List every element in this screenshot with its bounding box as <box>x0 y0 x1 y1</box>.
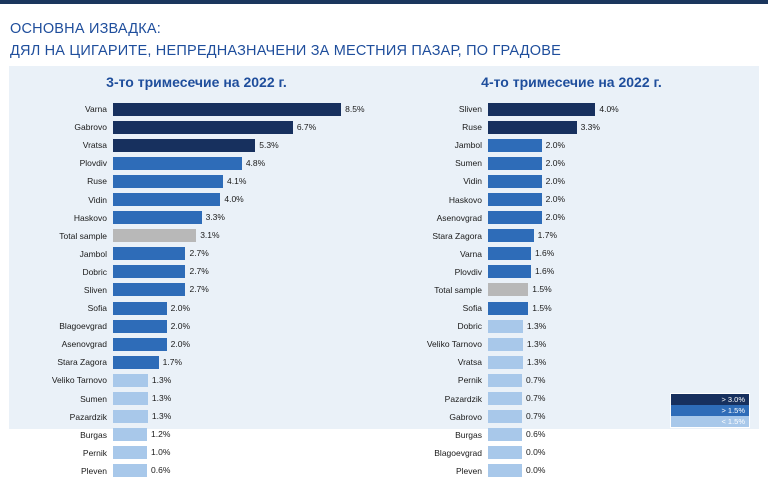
bar-value-label: 0.7% <box>526 393 546 404</box>
bar-category-label: Jambol <box>79 248 107 259</box>
bar <box>488 320 523 333</box>
bar-row <box>384 227 759 245</box>
bar-track <box>488 283 759 296</box>
bar-category-label: Dobric <box>457 321 482 332</box>
bar-category-label: Sumen <box>80 393 107 404</box>
bar-category-label: Sumen <box>455 158 482 169</box>
bar-category-label: Haskovo <box>73 212 107 223</box>
bar-value-label: 0.0% <box>526 465 546 476</box>
bar <box>113 175 223 188</box>
bar <box>113 392 148 405</box>
bar-value-label: 1.2% <box>151 429 171 440</box>
bar <box>113 103 341 116</box>
bar <box>113 247 185 260</box>
bar-row <box>9 462 384 480</box>
bar-row <box>384 371 759 389</box>
bar-track <box>113 374 384 387</box>
bar-category-label: Plovdiv <box>79 158 107 169</box>
bar-value-label: 1.5% <box>532 284 552 295</box>
title-line-1: ОСНОВНА ИЗВАДКА: <box>10 21 162 37</box>
bar-value-label: 2.0% <box>170 338 191 349</box>
bar-category-label: Pleven <box>81 465 107 476</box>
legend <box>670 393 750 428</box>
bar-value-label: 0.6% <box>151 465 171 476</box>
bar-track <box>113 338 384 351</box>
bar-row <box>384 100 759 118</box>
bar-track <box>113 103 384 116</box>
bar-track <box>113 157 384 170</box>
bar-track <box>113 193 384 206</box>
bar-category-label: Pazardzik <box>444 393 482 404</box>
bar-value-label: 5.3% <box>259 139 279 150</box>
bar <box>113 320 167 333</box>
bar-row <box>9 227 384 245</box>
bar-value-label: 1.6% <box>534 266 555 277</box>
bar-track <box>488 193 759 206</box>
bar-track <box>113 302 384 315</box>
bar <box>488 338 523 351</box>
bar <box>488 229 534 242</box>
bar-value-label: 4.0% <box>224 194 244 205</box>
bar-value-label: 0.6% <box>526 429 546 440</box>
chart-title-q4: 4-то тримесечие на 2022 г. <box>481 74 662 90</box>
bar <box>113 193 220 206</box>
bar-row <box>9 118 384 136</box>
bar <box>113 229 196 242</box>
bar-track <box>113 283 384 296</box>
bar-category-label: Varna <box>84 104 107 115</box>
bar-row <box>9 172 384 190</box>
bar-value-label: 4.0% <box>599 103 619 114</box>
bar <box>488 374 522 387</box>
bar-track <box>113 446 384 459</box>
bar-row <box>9 209 384 227</box>
bar-row <box>9 353 384 371</box>
bar-track <box>488 211 759 224</box>
bar-value-label: 1.0% <box>151 447 171 458</box>
bar <box>488 157 542 170</box>
bar <box>488 464 522 477</box>
bar-row <box>9 371 384 389</box>
bar-value-label: 1.5% <box>532 302 552 313</box>
bar-category-label: Asenovgrad <box>61 339 107 350</box>
bar-track <box>113 392 384 405</box>
bar-track <box>488 139 759 152</box>
bar-value-label: 0.0% <box>526 447 546 458</box>
bar-track <box>488 157 759 170</box>
bar <box>113 446 147 459</box>
bar-category-label: Sofia <box>462 303 482 314</box>
bar-value-label: 4.8% <box>245 157 266 168</box>
bar-category-label: Gabrovo <box>74 122 107 133</box>
bar-value-label: 1.3% <box>526 338 547 349</box>
bar <box>488 446 522 459</box>
bar <box>113 211 202 224</box>
bar-value-label: 2.7% <box>189 266 209 277</box>
bar-row <box>384 299 759 317</box>
bar <box>113 265 185 278</box>
bar <box>488 247 531 260</box>
bar-row <box>384 172 759 190</box>
bar <box>488 103 595 116</box>
bar-category-label: Total sample <box>59 230 107 241</box>
bar-category-label: Vidin <box>88 194 107 205</box>
bar-track <box>113 320 384 333</box>
bar-value-label: 1.3% <box>151 411 172 422</box>
bar <box>488 428 522 441</box>
bar-track <box>488 229 759 242</box>
bar-category-label: Jambol <box>454 140 482 151</box>
bar-row <box>9 190 384 208</box>
bar-value-label: 2.0% <box>170 302 191 313</box>
bar-value-label: 2.0% <box>170 320 191 331</box>
bar-category-label: Pernik <box>82 447 107 458</box>
bar-row <box>384 444 759 462</box>
bar-track <box>113 175 384 188</box>
bar-row <box>384 154 759 172</box>
bar <box>113 356 159 369</box>
bar-value-label: 1.7% <box>162 356 182 367</box>
bar <box>113 283 185 296</box>
top-rule <box>0 0 768 4</box>
bar-category-label: Stara Zagora <box>432 230 482 241</box>
bar <box>113 338 167 351</box>
bar <box>113 302 167 315</box>
bar-track <box>113 121 384 134</box>
bar-row <box>384 263 759 281</box>
bar-category-label: Blagoevgrad <box>434 447 482 458</box>
bar-track <box>488 374 759 387</box>
bar-track <box>488 103 759 116</box>
bar-category-label: Veliko Tarnovo <box>51 375 107 386</box>
chart-panel-q3 <box>9 66 384 476</box>
bar-value-label: 3.3% <box>205 212 225 223</box>
bar-value-label: 1.3% <box>526 320 547 331</box>
bar <box>488 175 542 188</box>
bar-row <box>384 190 759 208</box>
bar <box>113 139 255 152</box>
bar <box>488 392 522 405</box>
bar-row <box>9 317 384 335</box>
bar-track <box>113 265 384 278</box>
bar-track <box>488 338 759 351</box>
chart-panel-q4 <box>384 66 759 476</box>
bar-value-label: 1.7% <box>537 230 557 241</box>
bar-row <box>384 462 759 480</box>
bar <box>488 302 528 315</box>
bar-track <box>488 121 759 134</box>
bar-value-label: 2.0% <box>545 175 566 186</box>
bar <box>488 193 542 206</box>
bar-value-label: 2.0% <box>545 212 566 223</box>
bar-category-label: Sofia <box>87 303 107 314</box>
bar-category-label: Ruse <box>87 176 107 187</box>
bar-row <box>384 118 759 136</box>
bar-category-label: Vratsa <box>82 140 107 151</box>
bar-category-label: Pleven <box>456 465 482 476</box>
bar-track <box>113 410 384 423</box>
bar-track <box>113 356 384 369</box>
bar-track <box>488 446 759 459</box>
bar-category-label: Blagoevgrad <box>59 321 107 332</box>
bar-track <box>488 302 759 315</box>
bar-category-label: Sliven <box>83 284 107 295</box>
bar-track <box>113 464 384 477</box>
bar-row <box>384 335 759 353</box>
bar-category-label: Asenovgrad <box>436 212 482 223</box>
bar-category-label: Haskovo <box>448 194 482 205</box>
bar-value-label: 3.1% <box>200 230 220 241</box>
bar <box>488 121 577 134</box>
bar-category-label: Gabrovo <box>449 411 482 422</box>
bar-category-label: Stara Zagora <box>57 357 107 368</box>
bar-row <box>384 245 759 263</box>
bar-row <box>384 426 759 444</box>
bar <box>113 121 293 134</box>
bar-value-label: 0.7% <box>526 411 546 422</box>
legend-item: > 3.0% <box>671 394 749 405</box>
bar-track <box>113 139 384 152</box>
bar <box>488 356 523 369</box>
bar <box>488 139 542 152</box>
bar-track <box>113 247 384 260</box>
bar-track <box>488 356 759 369</box>
bar-value-label: 1.3% <box>526 356 547 367</box>
bar-value-label: 3.3% <box>580 121 600 132</box>
bar-row <box>9 426 384 444</box>
bar-row <box>9 100 384 118</box>
bar-row <box>9 136 384 154</box>
bar-rows-q3 <box>9 100 384 480</box>
bar-track <box>488 175 759 188</box>
bar-value-label: 2.0% <box>545 194 566 205</box>
bar-track <box>488 428 759 441</box>
bar-category-label: Pernik <box>457 375 482 386</box>
bar-value-label: 2.0% <box>545 139 566 150</box>
bar <box>113 428 147 441</box>
bar-track <box>488 320 759 333</box>
bar-track <box>113 211 384 224</box>
bar-category-label: Total sample <box>434 284 482 295</box>
bar-category-label: Varna <box>459 248 482 259</box>
bar-track <box>488 464 759 477</box>
bar-row <box>384 209 759 227</box>
bar-category-label: Plovdiv <box>454 266 482 277</box>
bar <box>113 157 242 170</box>
charts-container <box>9 66 759 476</box>
bar-category-label: Vidin <box>463 176 482 187</box>
bar-value-label: 0.7% <box>526 374 546 385</box>
bar-value-label: 1.6% <box>534 248 555 259</box>
bar-row <box>9 390 384 408</box>
bar-category-label: Dobric <box>82 266 107 277</box>
bar <box>113 410 148 423</box>
bar-row <box>384 281 759 299</box>
bar <box>113 464 147 477</box>
page-title <box>10 18 750 62</box>
title-line-2: ДЯЛ НА ЦИГАРИТЕ, НЕПРЕДНАЗНАЧЕНИ ЗА МЕСТНИЯ ПАЗАР, ПО ГРАДОВЕ <box>10 43 561 59</box>
bar-value-label: 2.7% <box>189 248 209 259</box>
bar-track <box>113 229 384 242</box>
bar-value-label: 1.3% <box>151 374 172 385</box>
bar-track <box>488 247 759 260</box>
bar-row <box>9 245 384 263</box>
bar-row <box>9 154 384 172</box>
bar-category-label: Vratsa <box>457 357 482 368</box>
bar-row <box>9 335 384 353</box>
bar-row <box>9 444 384 462</box>
bar-category-label: Burgas <box>80 429 107 440</box>
bar-category-label: Burgas <box>455 429 482 440</box>
bar-row <box>384 353 759 371</box>
bar-category-label: Ruse <box>462 122 482 133</box>
legend-item: > 1.5% <box>671 405 749 416</box>
bar-row <box>384 317 759 335</box>
bar-value-label: 1.3% <box>151 393 172 404</box>
bar-category-label: Sliven <box>458 104 482 115</box>
bar-category-label: Pazardzik <box>69 411 107 422</box>
chart-title-q3: 3-то тримесечие на 2022 г. <box>106 74 287 90</box>
bar <box>488 265 531 278</box>
bar-row <box>9 263 384 281</box>
bar <box>488 410 522 423</box>
bar-track <box>113 428 384 441</box>
bar-row <box>9 299 384 317</box>
legend-item: < 1.5% <box>671 416 749 427</box>
bar-category-label: Veliko Tarnovo <box>426 339 482 350</box>
bar-row <box>9 281 384 299</box>
bar-value-label: 2.0% <box>545 157 566 168</box>
bar-value-label: 2.7% <box>189 284 209 295</box>
bar-row <box>9 408 384 426</box>
bar-value-label: 6.7% <box>296 121 317 132</box>
bar-value-label: 8.5% <box>345 103 365 114</box>
bar <box>488 211 542 224</box>
bar <box>113 374 148 387</box>
bar-value-label: 4.1% <box>227 175 247 186</box>
bar-row <box>384 136 759 154</box>
bar <box>488 283 528 296</box>
bar-track <box>488 265 759 278</box>
